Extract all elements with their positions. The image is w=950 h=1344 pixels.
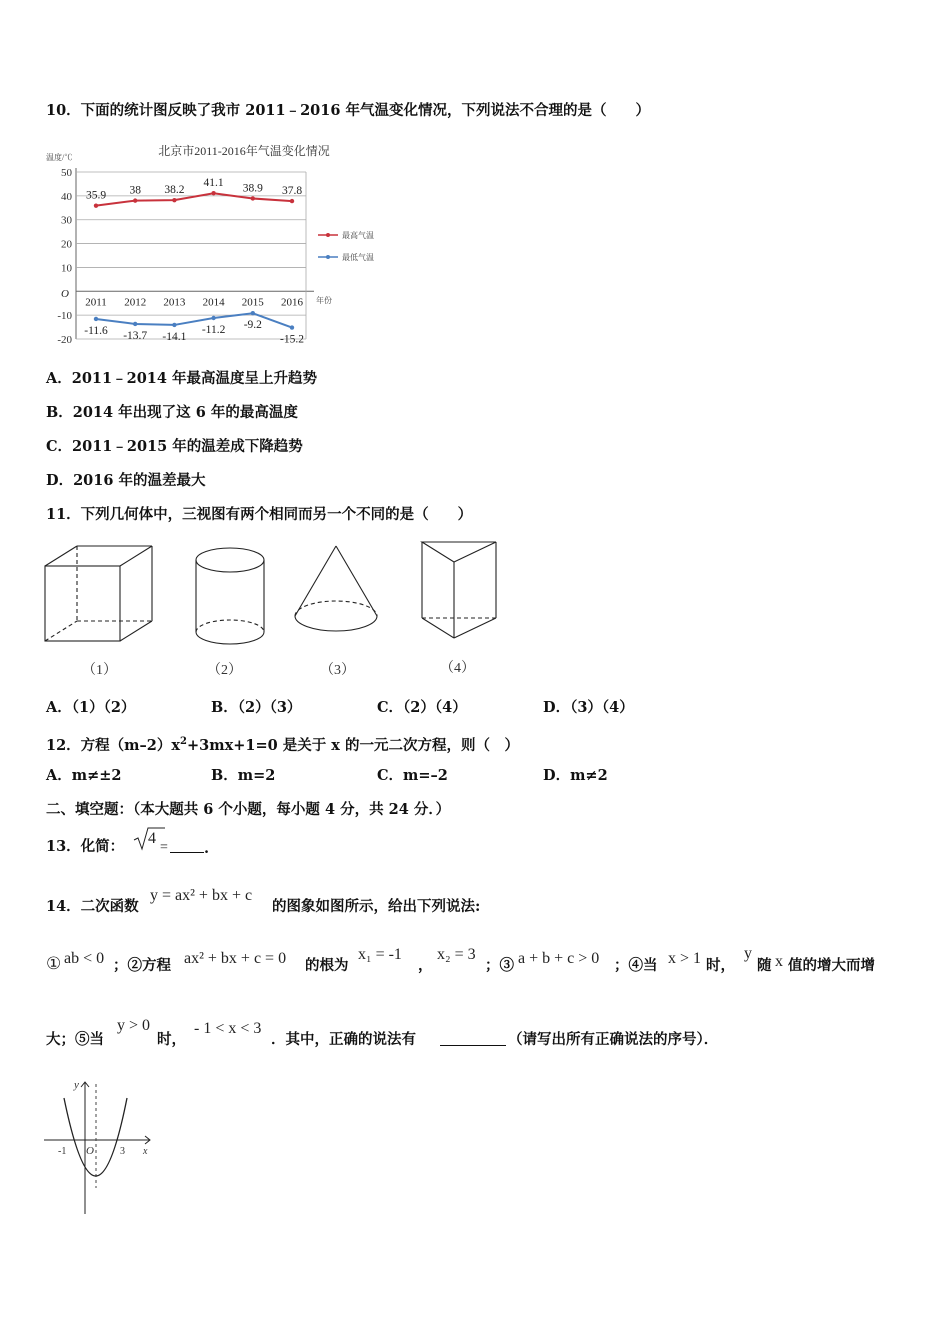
chart-category-label: 2012 bbox=[124, 296, 147, 309]
graph-y-label: y bbox=[74, 1079, 79, 1091]
chart-point bbox=[133, 198, 137, 202]
q14-s3-math: a + b + c > 0 bbox=[518, 950, 600, 967]
figure-label-3: （3） bbox=[320, 663, 355, 678]
chart-point bbox=[172, 198, 176, 202]
figure-label-1: （1） bbox=[82, 663, 117, 678]
chart-data-label: 38.9 bbox=[242, 182, 263, 195]
q11-option-b: B．（2）（3） bbox=[211, 699, 302, 716]
q14-s4-text: 时， bbox=[706, 957, 735, 974]
chart-title: 北京市2011-2016年气温变化情况 bbox=[158, 144, 330, 158]
q10-option-b: B．2014 年出现了这 6 年的最高温度 bbox=[46, 404, 298, 421]
q14-line3-c: ．其中，正确的说法有 bbox=[271, 1031, 416, 1048]
q13-radicand: 4 bbox=[148, 830, 156, 847]
q12-option-b: B．m=2 bbox=[211, 767, 276, 784]
chart-legend-label: 最低气温 bbox=[342, 253, 374, 262]
chart-y-tick-label: -20 bbox=[57, 334, 72, 345]
q14-s3: ；③ bbox=[485, 957, 514, 974]
q14-comma: ， bbox=[418, 957, 433, 974]
chart-point bbox=[290, 199, 294, 203]
chart-data-label: -13.7 bbox=[123, 329, 148, 342]
temperature-line-chart bbox=[44, 140, 389, 345]
chart-category-label: 2015 bbox=[241, 296, 264, 309]
graph-x-label: x bbox=[143, 1146, 148, 1157]
q14-line3-b: 时， bbox=[157, 1031, 186, 1048]
q14-s2-sep: ；②方程 bbox=[113, 957, 171, 974]
q12-option-c: C．m=–2 bbox=[377, 767, 448, 784]
q12-stem-b: +3mx+1=0 是关于 x 的一元二次方程，则（ ） bbox=[186, 736, 519, 754]
q11-option-d: D．（3）（4） bbox=[543, 699, 634, 716]
q10-stem: 10．下面的统计图反映了我市 2011﹣2016 年气温变化情况，下列说法不合理的是（ ） bbox=[46, 102, 650, 119]
q14-s1-math: ab < 0 bbox=[64, 950, 105, 967]
q10-option-a: A．2011﹣2014 年最高温度呈上升趋势 bbox=[46, 370, 318, 387]
cone-figure bbox=[295, 546, 377, 631]
q14-root-x2: x₂ = 3 bbox=[437, 946, 476, 963]
chart-category-label: 2013 bbox=[163, 296, 186, 309]
q14-s4: ；④当 bbox=[614, 957, 658, 974]
chart-y-axis-label: 温度/℃ bbox=[46, 153, 73, 162]
graph-right-root: 3 bbox=[120, 1146, 125, 1157]
chart-data-label: 38.2 bbox=[164, 184, 185, 197]
chart-point bbox=[94, 203, 98, 207]
chart-data-label: 41.1 bbox=[203, 177, 224, 190]
q11-solids-figure bbox=[40, 536, 510, 686]
chart-series-line bbox=[96, 193, 292, 205]
q10-option-d: D．2016 年的温差最大 bbox=[46, 472, 206, 489]
chart-legend-label: 最高气温 bbox=[342, 231, 374, 240]
chart-data-label: 37.8 bbox=[281, 185, 303, 198]
figure-label-4: （4） bbox=[440, 661, 475, 676]
q12-stem bbox=[46, 733, 519, 755]
q14-s1: ① bbox=[46, 954, 62, 973]
chart-point bbox=[94, 317, 98, 321]
graph-origin-label: O bbox=[86, 1145, 94, 1157]
chart-y-tick-label: 10 bbox=[61, 262, 72, 275]
q14-s4-end: 值的增大而增 bbox=[788, 957, 875, 974]
q12-option-d: D．m≠2 bbox=[543, 767, 608, 784]
q12-option-a: A．m≠±2 bbox=[46, 767, 122, 784]
q14-suffix: 的图象如图所示，给出下列说法: bbox=[272, 898, 481, 915]
chart-origin-label: O bbox=[61, 288, 69, 300]
chart-data-label: -15.2 bbox=[280, 333, 304, 345]
q14-line3-a: 大；⑤当 bbox=[46, 1031, 104, 1048]
chart-category-label: 2011 bbox=[85, 296, 107, 309]
q14-s4-sui: 随 bbox=[757, 957, 772, 974]
q14-line3-math1: y > 0 bbox=[117, 1017, 151, 1034]
q14-line3-math2: - 1 < x < 3 bbox=[194, 1020, 262, 1037]
chart-data-label: 35.9 bbox=[85, 189, 107, 202]
chart-point bbox=[211, 191, 215, 195]
chart-x-axis-label: 年份 bbox=[316, 296, 332, 305]
chart-data-label: -9.2 bbox=[243, 319, 262, 332]
q14-answer-blank bbox=[440, 1031, 506, 1051]
chart-data-label: -14.1 bbox=[162, 330, 187, 343]
q10-option-c: C．2011﹣2015 年的温差成下降趋势 bbox=[46, 438, 303, 455]
q11-option-c: C．（2）（4） bbox=[377, 699, 467, 716]
chart-point bbox=[172, 323, 176, 327]
q11-option-a: A．（1）（2） bbox=[46, 699, 136, 716]
q14-s4-math: x > 1 bbox=[668, 950, 702, 967]
q14-prefix: 14．二次函数 bbox=[46, 898, 139, 915]
solids-svg bbox=[40, 536, 510, 686]
q14-s2-math: ax² + bx + c = 0 bbox=[184, 950, 287, 967]
chart-point bbox=[251, 196, 255, 200]
q14-line3-d: （请写出所有正确说法的序号）． bbox=[508, 1031, 719, 1048]
prism-figure bbox=[422, 542, 496, 638]
chart-y-tick-label: 20 bbox=[61, 238, 72, 251]
q13-answer-blank: . bbox=[170, 838, 209, 858]
chart-y-tick-label: 50 bbox=[61, 167, 72, 179]
chart-y-tick-label: -10 bbox=[57, 310, 72, 323]
chart-point bbox=[251, 311, 255, 315]
q14-function: y = ax² + bx + c bbox=[150, 887, 253, 904]
chart-point bbox=[290, 325, 294, 329]
q12-stem-a: 12．方程（m–2）x bbox=[46, 736, 181, 754]
chart-legend-marker bbox=[326, 233, 330, 237]
section-2-heading: 二、填空题：（本大题共 6 个小题，每小题 4 分，共 24 分．） bbox=[46, 801, 451, 818]
q13-equals: = bbox=[160, 840, 168, 855]
q13-prefix: 13．化简： bbox=[46, 838, 125, 855]
figure-label-2: （2） bbox=[207, 663, 242, 678]
q11-stem: 11．下列几何体中，三视图有两个相同而另一个不同的是（ ） bbox=[46, 506, 473, 523]
parabola-graph bbox=[40, 1076, 160, 1216]
q14-s2-text: 的根为 bbox=[305, 957, 349, 974]
chart-data-label: 38 bbox=[129, 184, 141, 197]
chart-svg bbox=[44, 140, 389, 345]
chart-category-label: 2016 bbox=[281, 296, 303, 309]
chart-category-label: 2014 bbox=[202, 296, 225, 309]
chart-data-label: -11.6 bbox=[84, 324, 108, 337]
q14-root-x1: x₁ = -1 bbox=[358, 946, 402, 963]
q14-s4-x: x bbox=[775, 953, 783, 970]
q12-stem-sup: 2 bbox=[180, 736, 187, 747]
chart-point bbox=[211, 316, 215, 320]
q14-s4-y: y bbox=[744, 945, 752, 962]
parabola-svg bbox=[40, 1076, 160, 1216]
chart-point bbox=[133, 322, 137, 326]
chart-legend-marker bbox=[326, 255, 330, 259]
graph-left-root: -1 bbox=[58, 1146, 67, 1157]
cube-figure bbox=[45, 546, 152, 641]
cylinder-figure bbox=[196, 548, 264, 644]
chart-data-label: -11.2 bbox=[201, 324, 226, 337]
chart-y-tick-label: 40 bbox=[61, 190, 72, 203]
chart-y-tick-label: 30 bbox=[61, 214, 72, 227]
